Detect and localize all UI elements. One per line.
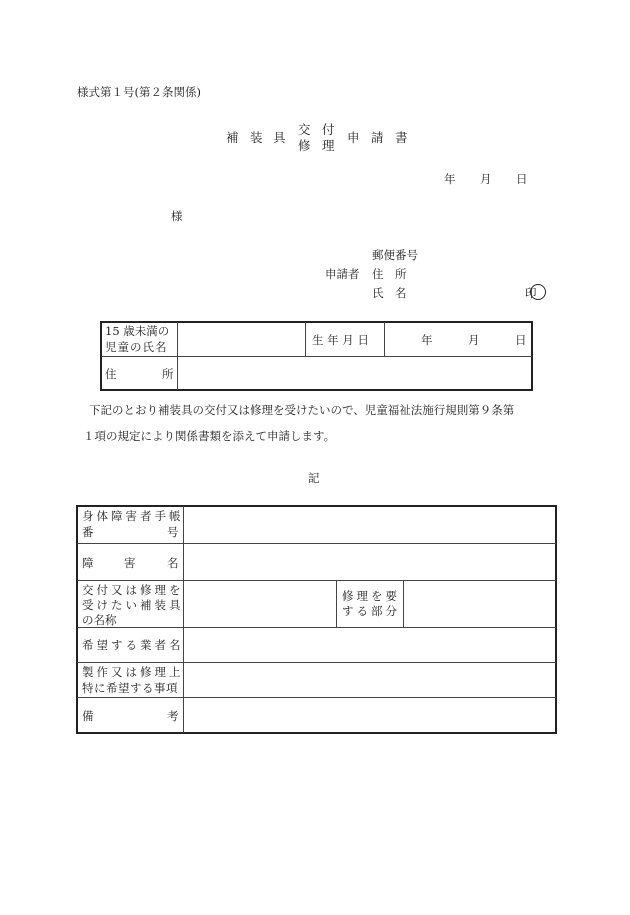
vendor-field[interactable]	[184, 628, 555, 661]
title-char: 補	[226, 130, 239, 145]
disability-label: 障	[82, 556, 94, 570]
special-request-label: 特に希望する事項	[82, 681, 178, 695]
disability-label: 名	[167, 556, 179, 570]
remarks-label: 考	[167, 709, 179, 723]
paragraph-line-1: 下記のとおり補装具の交付又は修理を受けたいので、児童福祉法施行規則第９条第	[89, 403, 515, 417]
device-name-label: 交付又は修理を	[82, 583, 184, 597]
seal-circle-icon	[530, 284, 546, 300]
device-name-label: の名称	[82, 613, 117, 627]
title-char: 理	[322, 138, 335, 153]
child-name-label: 15 歳未満の	[105, 324, 170, 338]
child-name-label: 児童の氏名	[105, 340, 168, 354]
special-request-label: 製作又は修理上	[82, 665, 184, 679]
child-address-label: 所	[162, 367, 174, 381]
ki-heading: 記	[308, 471, 320, 485]
applicant-label: 申請者	[325, 267, 360, 281]
child-address-field[interactable]	[178, 357, 531, 389]
paragraph-line-2: １項の規定により関係書類を添えて申請します。	[83, 429, 336, 443]
birth-day: 日	[515, 333, 527, 347]
remarks-label: 備	[82, 709, 94, 723]
device-name-field[interactable]	[184, 581, 335, 626]
birth-date-label: 生 年 月 日	[312, 333, 369, 347]
title-char: 請	[371, 130, 384, 145]
birth-month: 月	[468, 333, 480, 347]
title-char: 具	[273, 130, 286, 145]
title-char: 申	[347, 130, 360, 145]
handbook-label: 身体障害者手帳	[82, 509, 184, 523]
name-label: 氏 名	[372, 286, 407, 300]
remarks-field[interactable]	[184, 698, 555, 732]
title-char: 修	[298, 138, 311, 153]
handbook-label: 番	[82, 525, 94, 539]
disability-field[interactable]	[184, 544, 555, 579]
device-name-label: 受けたい補装具	[82, 598, 184, 612]
title-char: 書	[395, 130, 408, 145]
vendor-label: 希望する業者名	[82, 638, 184, 652]
handbook-number-field[interactable]	[184, 507, 555, 542]
child-name-field[interactable]	[178, 323, 304, 355]
title-char: 装	[250, 130, 263, 145]
special-request-field[interactable]	[184, 663, 555, 696]
repair-part-label: する部分	[342, 604, 400, 618]
repair-part-field[interactable]	[404, 581, 555, 626]
title-char: 交	[298, 122, 311, 137]
postal-code-label: 郵便番号	[372, 248, 418, 262]
address-label: 住 所	[372, 267, 407, 281]
title-char: 付	[322, 122, 335, 137]
seal-label: 印	[525, 286, 537, 300]
date-month: 月	[480, 172, 492, 186]
child-address-label: 住	[105, 367, 117, 381]
addressee-suffix: 様	[171, 209, 183, 223]
date-day: 日	[516, 172, 528, 186]
disability-label: 害	[124, 556, 136, 570]
repair-part-label: 修理を要	[342, 589, 400, 603]
handbook-label: 号	[167, 525, 179, 539]
form-number: 様式第１号(第２条関係)	[77, 85, 201, 99]
date-year: 年	[444, 172, 456, 186]
birth-year: 年	[421, 333, 433, 347]
